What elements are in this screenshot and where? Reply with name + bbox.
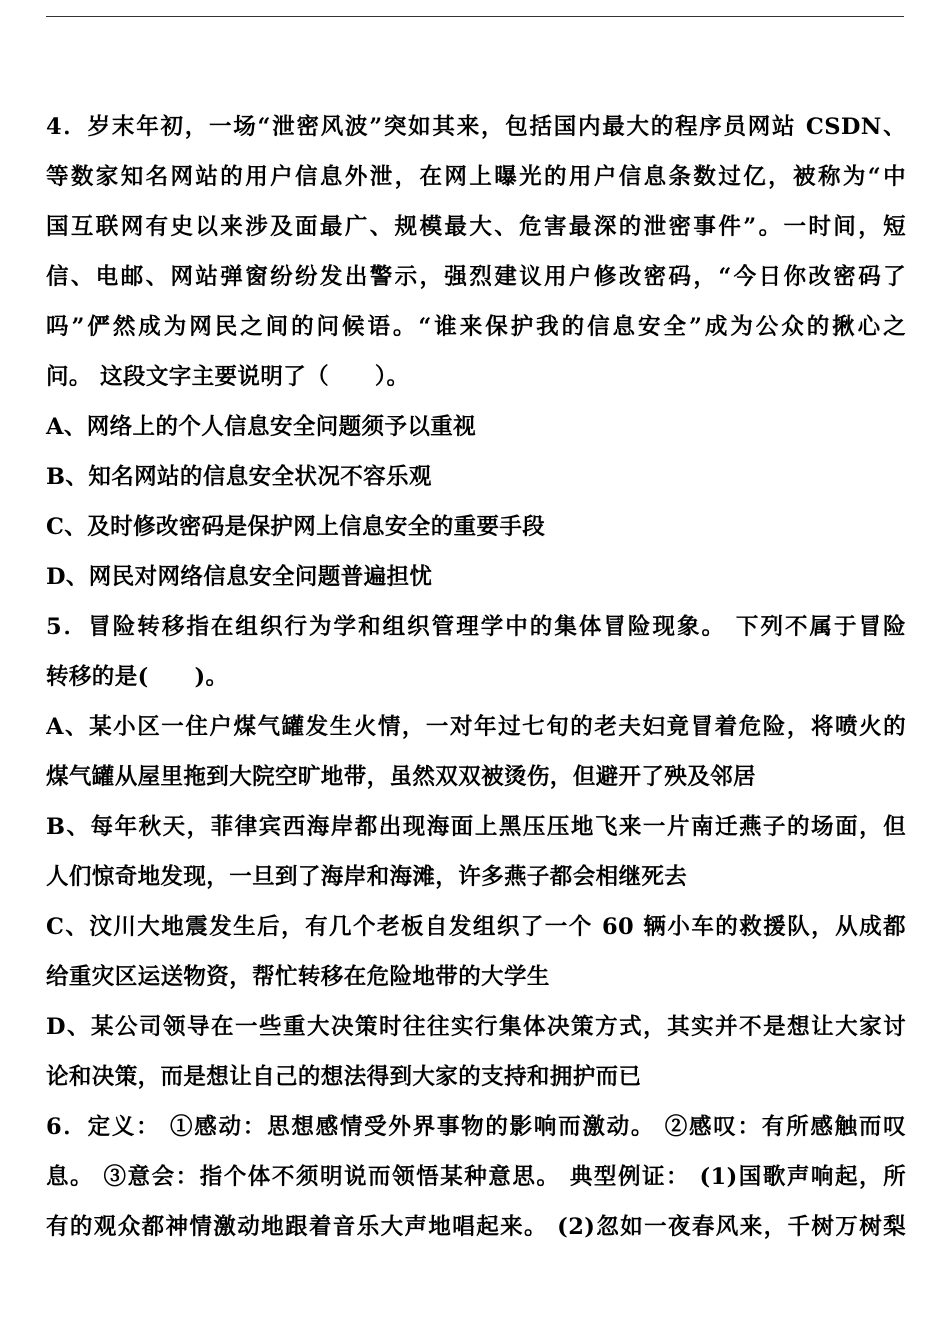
q5-option-b-line-2: 人们惊奇地发现，一旦到了海岸和海滩，许多燕子都会相继死去 [46,864,688,890]
document-body [46,102,906,1252]
q4-text-line-3: 国互联网有史以来涉及面最广、规模最大、危害最深的泄密事件”。一时间，短 [46,214,906,240]
q4-text-line-1: 4．岁末年初，一场“泄密风波”突如其来，包括国内最大的程序员网站 CSDN、 [46,114,906,140]
q6-text-line-3: 有的观众都神情激动地跟着音乐大声地唱起来。 (2)忽如一夜春风来，千树万树梨 [46,1214,906,1240]
q4-option-d: D、网民对网络信息安全问题普遍担忧 [46,564,433,590]
q5-option-b-line-1: B、每年秋天，菲律宾西海岸都出现海面上黑压压地飞来一片南迁燕子的场面，但 [46,814,906,840]
q5-option-a-line-2: 煤气罐从屋里拖到大院空旷地带，虽然双双被烫伤，但避开了殃及邻居 [46,764,756,790]
q4-text-line-2: 等数家知名网站的用户信息外泄，在网上曝光的用户信息条数过亿，被称为“中 [46,164,906,190]
q5-option-d-line-1: D、某公司领导在一些重大决策时往往实行集体决策方式，其实并不是想让大家讨 [46,1014,906,1040]
q5-text-line-2: 转移的是( )。 [46,664,229,690]
q5-option-a-line-1: A、某小区一住户煤气罐发生火情，一对年过七旬的老夫妇竟冒着危险，将喷火的 [46,714,906,740]
q4-option-a: A、网络上的个人信息安全问题须予以重视 [46,414,477,440]
q5-option-d-line-2: 论和决策，而是想让自己的想法得到大家的支持和拥护而已 [46,1064,642,1090]
q5-option-c-line-1: C、汶川大地震发生后，有几个老板自发组织了一个 60 辆小车的救援队，从成都 [46,914,906,940]
q5-option-c-line-2: 给重灾区运送物资，帮忙转移在危险地带的大学生 [46,964,550,990]
q4-text-line-5: 吗”俨然成为网民之间的问候语。“谁来保护我的信息安全”成为公众的揪心之 [46,314,906,340]
q6-text-line-2: 息。 ③意会：指个体不须明说而领悟某种意思。 典型例证： (1)国歌声响起，所 [46,1164,906,1190]
q4-option-b: B、知名网站的信息安全状况不容乐观 [46,464,432,490]
q6-text-line-1: 6．定义： ①感动：思想感情受外界事物的影响而激动。 ②感叹：有所感触而叹 [46,1114,906,1140]
q4-text-line-4: 信、电邮、网站弹窗纷纷发出警示，强烈建议用户修改密码，“今日你改密码了 [46,264,906,290]
q4-option-c: C、及时修改密码是保护网上信息安全的重要手段 [46,514,546,540]
q4-text-line-6: 问。 这段文字主要说明了（ ）。 [46,364,410,390]
header-rule [46,16,904,17]
q5-text-line-1: 5．冒险转移指在组织行为学和组织管理学中的集体冒险现象。 下列不属于冒险 [46,614,906,640]
